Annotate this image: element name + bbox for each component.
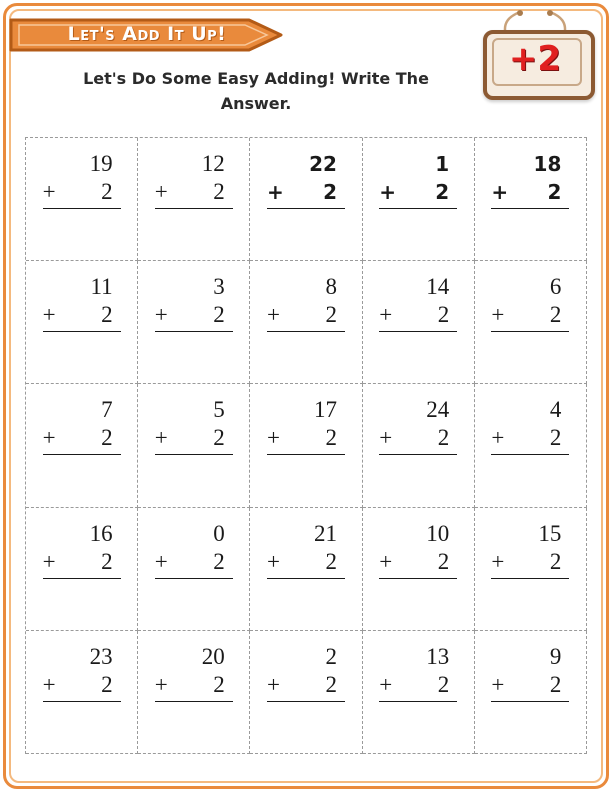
problem-first-number: 11 (90, 274, 113, 300)
problem-first-number: 17 (313, 397, 337, 423)
problem-second-number: 2 (213, 179, 225, 204)
problem-cell[interactable] (475, 138, 587, 261)
addition-problem (43, 150, 121, 209)
plus-operator: + (491, 548, 505, 574)
problem-second-number: 2 (549, 425, 562, 451)
problem-cell[interactable] (363, 631, 475, 754)
plus-operator: + (491, 671, 505, 697)
addition-problem (155, 273, 233, 332)
problem-cell[interactable] (363, 261, 475, 384)
plus-operator: + (379, 671, 393, 697)
problem-second-number: 2 (325, 302, 337, 328)
answer-line[interactable] (267, 331, 345, 332)
problem-second-row (267, 178, 345, 206)
banner-title: Let's Add It Up! (67, 23, 227, 45)
plus-operator: + (42, 671, 56, 697)
answer-line[interactable] (379, 331, 457, 332)
problem-second-row (43, 424, 121, 452)
problem-cell[interactable] (138, 631, 250, 754)
addition-problem (267, 643, 345, 702)
problem-cell[interactable] (138, 384, 250, 507)
problem-second-row (43, 178, 121, 206)
plus-operator: + (379, 548, 393, 574)
answer-line[interactable] (491, 578, 569, 579)
problem-first-number: 21 (313, 520, 337, 546)
problem-second-row (267, 548, 345, 576)
answer-line[interactable] (43, 454, 121, 455)
problem-second-row (155, 178, 233, 206)
problem-first-number: 6 (549, 274, 562, 300)
plus-operator: + (266, 425, 280, 451)
problem-cell[interactable] (138, 138, 250, 261)
problem-cell[interactable] (250, 261, 362, 384)
addition-problem (43, 520, 121, 579)
problem-second-number: 2 (437, 425, 450, 451)
problem-first-number: 14 (426, 274, 450, 300)
problem-second-number: 2 (325, 671, 337, 697)
problem-second-row (155, 301, 233, 329)
problem-cell[interactable] (363, 508, 475, 631)
title-banner (9, 14, 289, 56)
problem-cell[interactable] (138, 261, 250, 384)
problem-second-row (43, 548, 121, 576)
addition-problem (155, 150, 233, 209)
plus-operator: + (379, 180, 396, 204)
problem-second-row (491, 424, 569, 452)
problem-first-number: 4 (549, 397, 562, 423)
problem-first-number: 8 (325, 274, 337, 300)
problem-second-number: 2 (101, 671, 113, 697)
problem-second-row (379, 548, 457, 576)
problem-second-row (267, 301, 345, 329)
answer-line[interactable] (43, 208, 121, 209)
addition-problem (491, 150, 569, 209)
problem-second-number: 2 (547, 180, 562, 204)
plus-operator: + (42, 425, 56, 451)
problem-first-number: 2 (325, 643, 337, 669)
problem-second-row (491, 671, 569, 699)
problem-first-number: 3 (213, 274, 225, 300)
problem-second-number: 2 (549, 302, 562, 328)
answer-line[interactable] (43, 701, 121, 702)
answer-line[interactable] (155, 331, 233, 332)
plus-operator: + (154, 548, 168, 574)
problem-cell[interactable] (363, 138, 475, 261)
problem-second-number: 2 (101, 302, 113, 328)
plus-operator: + (266, 180, 284, 204)
addition-problem (267, 273, 345, 332)
addition-problem (379, 150, 457, 209)
answer-line[interactable] (379, 208, 457, 209)
problem-first-number: 18 (533, 152, 562, 176)
plus-operator: + (266, 671, 280, 697)
problem-first-number: 10 (426, 520, 450, 546)
plus-operator: + (491, 302, 505, 328)
answer-line[interactable] (491, 331, 569, 332)
plus-operator: + (491, 425, 505, 451)
answer-line[interactable] (491, 454, 569, 455)
problem-first-number: 13 (426, 643, 450, 669)
answer-line[interactable] (267, 578, 345, 579)
problem-first-number: 24 (426, 397, 450, 423)
plus-operator: + (154, 179, 168, 204)
problem-cell[interactable] (26, 508, 138, 631)
problem-second-number: 2 (213, 425, 225, 451)
plus-operator: + (491, 180, 509, 204)
problem-second-number: 2 (435, 180, 450, 204)
plus-operator: + (379, 425, 393, 451)
addition-problem (43, 396, 121, 455)
problem-second-row (267, 424, 345, 452)
plus-operator: + (42, 302, 56, 328)
answer-line[interactable] (155, 701, 233, 702)
answer-line[interactable] (267, 208, 345, 209)
answer-line[interactable] (379, 578, 457, 579)
plus-operator: + (266, 548, 280, 574)
problem-cell[interactable] (250, 138, 362, 261)
hanging-sign (480, 10, 590, 96)
answer-line[interactable] (267, 454, 345, 455)
addition-problem (491, 520, 569, 579)
problem-second-number: 2 (549, 548, 562, 574)
problem-cell[interactable] (26, 138, 138, 261)
addition-problem (155, 643, 233, 702)
problem-first-number: 15 (538, 520, 562, 546)
addition-problem (379, 520, 457, 579)
problem-first-number: 23 (89, 643, 113, 669)
answer-line[interactable] (491, 208, 569, 209)
answer-line[interactable] (43, 578, 121, 579)
problem-second-row (491, 178, 569, 206)
addition-problem (379, 643, 457, 702)
plus-operator: + (154, 302, 168, 328)
problem-first-number: 5 (213, 397, 225, 423)
problem-second-row (379, 671, 457, 699)
problem-cell[interactable] (475, 384, 587, 507)
problem-cell[interactable] (250, 384, 362, 507)
plus-operator: + (42, 548, 56, 574)
problem-first-number: 20 (201, 643, 225, 669)
answer-line[interactable] (491, 701, 569, 702)
answer-line[interactable] (43, 331, 121, 332)
answer-line[interactable] (267, 701, 345, 702)
problem-second-row (43, 671, 121, 699)
problem-cell[interactable] (26, 631, 138, 754)
problem-first-number: 12 (201, 151, 225, 176)
problem-first-number: 9 (549, 643, 562, 669)
problem-second-number: 2 (101, 179, 113, 204)
problem-second-number: 2 (213, 548, 225, 574)
answer-line[interactable] (155, 454, 233, 455)
plus-operator: + (42, 179, 56, 204)
plus-operator: + (379, 302, 393, 328)
addition-problem (155, 396, 233, 455)
plus-operator: + (154, 671, 168, 697)
problem-second-number: 2 (437, 671, 450, 697)
problem-second-row (491, 548, 569, 576)
instructions-text: Let's Do Some Easy Adding! Write The Answer. (83, 69, 429, 113)
problem-second-row (379, 301, 457, 329)
problem-cell[interactable] (26, 384, 138, 507)
addition-problem (155, 520, 233, 579)
problem-second-row (267, 671, 345, 699)
problem-cell[interactable] (475, 631, 587, 754)
problem-first-number: 0 (213, 520, 225, 546)
problem-second-number: 2 (437, 548, 450, 574)
addition-problem (267, 150, 345, 209)
problem-cell[interactable] (475, 261, 587, 384)
problem-second-number: 2 (549, 671, 562, 697)
problem-second-row (155, 671, 233, 699)
problem-second-row (379, 424, 457, 452)
problem-second-number: 2 (325, 425, 337, 451)
problem-second-number: 2 (213, 671, 225, 697)
plus-operator: + (154, 425, 168, 451)
problem-first-number: 19 (89, 151, 113, 176)
problem-second-row (155, 548, 233, 576)
problem-second-number: 2 (437, 302, 450, 328)
problem-second-number: 2 (101, 548, 113, 574)
answer-line[interactable] (155, 208, 233, 209)
answer-line[interactable] (155, 578, 233, 579)
answer-line[interactable] (379, 701, 457, 702)
addition-problem (379, 273, 457, 332)
addition-problem (267, 520, 345, 579)
problem-cell[interactable] (250, 508, 362, 631)
problem-first-number: 1 (435, 152, 450, 176)
problem-cell[interactable] (250, 631, 362, 754)
badge-value: +2 (508, 39, 562, 79)
problem-cell[interactable] (26, 261, 138, 384)
problem-second-number: 2 (213, 302, 225, 328)
addition-problem (491, 396, 569, 455)
addition-problem (491, 273, 569, 332)
problem-second-row (379, 178, 457, 206)
problem-second-row (155, 424, 233, 452)
addition-problem (491, 643, 569, 702)
addition-problem (379, 396, 457, 455)
problem-second-number: 2 (325, 548, 337, 574)
problem-second-number: 2 (323, 180, 337, 204)
addition-problem (267, 396, 345, 455)
answer-line[interactable] (379, 454, 457, 455)
plus-operator: + (266, 302, 280, 328)
addition-problem (43, 643, 121, 702)
problem-second-row (43, 301, 121, 329)
problem-second-row (491, 301, 569, 329)
problem-grid (25, 137, 587, 754)
problem-cell[interactable] (138, 508, 250, 631)
problem-second-number: 2 (101, 425, 113, 451)
problem-first-number: 22 (309, 152, 337, 176)
problem-cell[interactable] (363, 384, 475, 507)
problem-first-number: 16 (89, 520, 113, 546)
problem-cell[interactable] (475, 508, 587, 631)
addition-problem (43, 273, 121, 332)
problem-first-number: 7 (101, 397, 113, 423)
